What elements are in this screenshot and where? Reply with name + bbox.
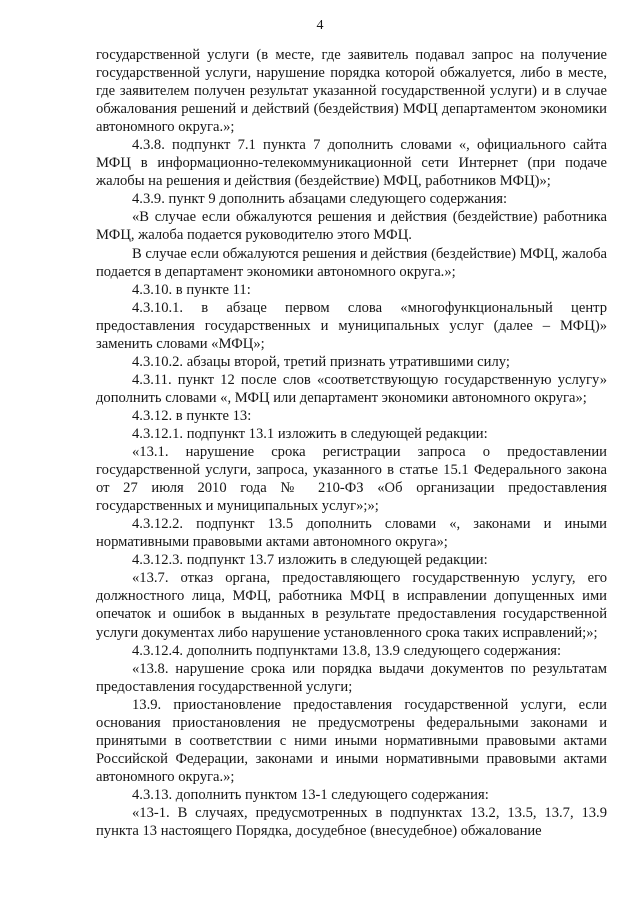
paragraph-continuation: государственной услуги (в месте, где заявитель подавал запрос на получение государственной услуги, нарушение порядка которой обжалуется, либо в месте, где заявителем получен результат указанной государственной услуги) и в случае обжалования решений и действий (бездействия) МФЦ департаментом экономики автономного округа.»; bbox=[96, 47, 607, 136]
paragraph-quote-13-1: «13.1. нарушение срока регистрации запроса о предоставлении государственной услуги, запроса, указанного в статье 15.1 Федерального закона от 27 июля 2010 года № 210-ФЗ «Об организации предоставления государственных и муниципальных услуг»;»; bbox=[96, 444, 607, 515]
paragraph-4-3-8: 4.3.8. подпункт 7.1 пункта 7 дополнить словами «, официального сайта МФЦ в информационно-телекоммуникационной сети Интернет (при подаче жалобы на решения и действия (бездействие) МФЦ, работников МФЦ)»; bbox=[96, 137, 607, 190]
paragraph-4-3-12-3: 4.3.12.3. подпункт 13.7 изложить в следующей редакции: bbox=[132, 552, 488, 569]
paragraph-4-3-10-2: 4.3.10.2. абзацы второй, третий признать утратившими силу; bbox=[132, 353, 510, 370]
paragraph-quote-worker: «В случае если обжалуются решения и действия (бездействие) работника МФЦ, жалоба подается руководителю этого МФЦ. bbox=[96, 209, 607, 244]
paragraph-quote-13-8: «13.8. нарушение срока или порядка выдачи документов по результатам предоставления государственной услуги; bbox=[96, 660, 607, 695]
paragraph-4-3-9: 4.3.9. пункт 9 дополнить абзацами следующего содержания: bbox=[132, 191, 508, 208]
paragraph-quote-13-1-dash: «13-1. В случаях, предусмотренных в подпунктах 13.2, 13.5, 13.7, 13.9 пункта 13 настоящего Порядка, досудебное (внесудебное) обжалование bbox=[96, 804, 607, 840]
paragraph-4-3-12: 4.3.12. в пункте 13: bbox=[132, 407, 252, 424]
paragraph-4-3-12-1: 4.3.12.1. подпункт 13.1 изложить в следующей редакции: bbox=[132, 425, 488, 442]
paragraph-4-3-12-4: 4.3.12.4. дополнить подпунктами 13.8, 13.9 следующего содержания: bbox=[132, 642, 562, 659]
paragraph-4-3-11: 4.3.11. пункт 12 после слов «соответствующую государственную услугу» дополнить словами «, МФЦ или департамент экономики автономного округа»; bbox=[96, 371, 607, 406]
paragraph-quote-13-7: «13.7. отказ органа, предоставляющего государственную услугу, его должностного лица, МФЦ, работника МФЦ в исправлении допущенных ими опечаток и ошибок в выданных в результате предоставления государственной услуги документах либо нарушение установленного срока таких исправлений;»; bbox=[96, 570, 607, 641]
paragraph-4-3-10: 4.3.10. в пункте 11: bbox=[132, 281, 251, 298]
document-body bbox=[96, 46, 607, 840]
paragraph-4-3-13: 4.3.13. дополнить пунктом 13-1 следующего содержания: bbox=[132, 786, 489, 803]
paragraph-13-9: 13.9. приостановление предоставления государственной услуги, если основания приостановления не предусмотрены федеральными законами и принятыми в соответствии с ними иными нормативными правовыми актами Российской Федерации, законами и иными нормативными правовыми актами автономного округа.»; bbox=[96, 696, 607, 785]
paragraph-quote-mfc: В случае если обжалуются решения и действия (бездействие) МФЦ, жалоба подается в департамент экономики автономного округа.»; bbox=[96, 245, 607, 280]
paragraph-4-3-10-1: 4.3.10.1. в абзаце первом слова «многофункциональный центр предоставления государственных и муниципальных услуг (далее – МФЦ)» заменить словами «МФЦ»; bbox=[96, 299, 607, 352]
paragraph-4-3-12-2: 4.3.12.2. подпункт 13.5 дополнить словами «, законами и иными нормативными правовыми актами автономного округа»; bbox=[96, 516, 607, 551]
page-number: 4 bbox=[316, 18, 324, 33]
